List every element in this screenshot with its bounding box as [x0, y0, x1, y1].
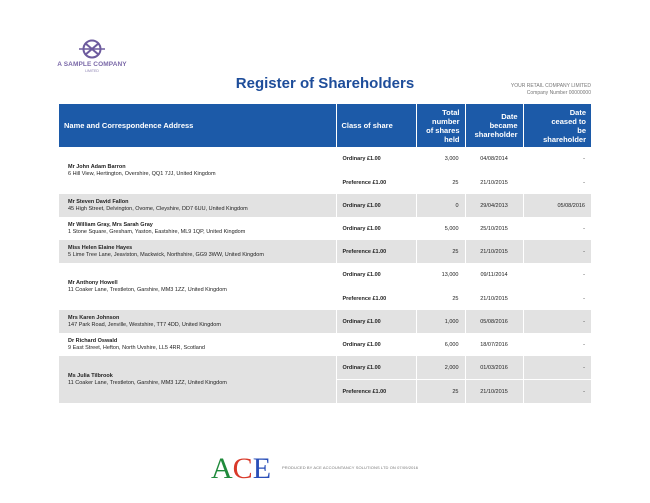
date-ceased-cell: - — [523, 356, 591, 380]
header-line: became — [489, 121, 518, 130]
table-row — [59, 194, 591, 217]
date-became-cell: 09/11/2014 — [465, 263, 523, 287]
shares-held-cell: 25 — [416, 171, 465, 195]
shareholder-name-address-cell — [59, 263, 336, 310]
shares-held-cell: 25 — [416, 380, 465, 404]
table-row — [59, 263, 591, 287]
ace-logo-letter: E — [252, 452, 272, 485]
shares-held-cell: 0 — [416, 194, 465, 217]
shareholder-name: Mr Steven David Fallon — [68, 199, 129, 205]
table-row — [59, 217, 591, 240]
logo-company-name: A SAMPLE COMPANY — [57, 61, 127, 68]
table-row — [59, 240, 591, 263]
share-class-cell: Ordinary £1.00 — [336, 310, 416, 333]
shares-held-cell: 25 — [416, 287, 465, 311]
header-class-of-share: Class of share — [336, 104, 416, 147]
shareholder-address: 5 Lime Tree Lane, Jeaviston, Mackwick, Northshire, GG9 3WW, United Kingdom — [68, 252, 264, 258]
shares-held-cell: 1,000 — [416, 310, 465, 333]
shareholder-name: Mrs Karen Johnson — [68, 315, 120, 321]
header-line: shareholder — [543, 134, 586, 144]
header-date-became — [465, 104, 523, 147]
share-class-cell: Ordinary £1.00 — [336, 217, 416, 240]
header-line: held — [444, 134, 460, 144]
share-class-cell: Preference £1.00 — [336, 380, 416, 404]
date-became-cell: 21/10/2015 — [465, 380, 523, 404]
shareholder-name: Mr Anthony Howell — [68, 280, 118, 286]
shares-held-cell: 3,000 — [416, 147, 465, 171]
shareholder-name: Dr Richard Oswald — [68, 338, 118, 344]
shareholder-name: Mr John Adam Barron — [68, 164, 126, 170]
date-ceased-cell: - — [583, 341, 585, 348]
page-title: Register of Shareholders — [235, 75, 415, 92]
share-class-cell: Preference £1.00 — [336, 171, 416, 195]
header-total-shares — [416, 104, 465, 147]
header-line: ceased to — [551, 116, 586, 126]
ace-logo — [211, 452, 271, 486]
table-header-row — [59, 104, 591, 147]
ace-logo-letter: C — [232, 452, 253, 485]
shareholder-address: 9 East Street, Hefton, North Uvshire, LL5 4RR, Scotland — [68, 345, 205, 351]
shareholder-name-address-cell — [59, 356, 336, 403]
header-date-ceased — [523, 104, 591, 147]
date-became-cell: 01/03/2016 — [465, 356, 523, 380]
shareholder-address: 11 Coaker Lane, Trestleton, Garshire, MM3 1ZZ, United Kingdom — [68, 287, 227, 293]
date-became-cell: 05/08/2016 — [465, 310, 523, 333]
date-ceased-cell: - — [523, 240, 591, 263]
header-line: Total — [442, 107, 460, 117]
shareholder-address: 147 Park Road, Jenville, Westshire, TT7 4DD, United Kingdom — [68, 322, 221, 328]
header-line: Date — [569, 107, 586, 117]
share-class-cell: Ordinary £1.00 — [336, 263, 416, 287]
shareholder-address: 11 Coaker Lane, Trestleton, Garshire, MM3 1ZZ, United Kingdom — [68, 380, 227, 386]
shareholders-table-body — [59, 147, 591, 403]
company-number: Company Number 00000000 — [526, 89, 591, 96]
date-ceased-cell: 05/08/2016 — [523, 194, 591, 217]
shareholder-address: 1 Stone Square, Gresham, Yaston, Eastshire, ML9 1QP, United Kingdom — [68, 229, 246, 235]
company-logo — [56, 38, 128, 73]
date-became-cell: 21/10/2015 — [465, 171, 523, 195]
date-became-cell: 29/04/2013 — [465, 194, 523, 217]
date-became-cell: 21/10/2015 — [465, 240, 523, 263]
header-line: of shares — [426, 125, 460, 135]
share-class-cell: Preference £1.00 — [336, 287, 416, 311]
shareholder-address: 45 High Street, Delvington, Ovome, Cleyshire, DD7 6UU, United Kingdom — [68, 206, 248, 212]
shareholder-name-address-cell — [59, 147, 336, 194]
date-ceased-cell: - — [523, 380, 591, 404]
shareholder-name-address-cell — [59, 333, 336, 356]
date-became-cell: 04/08/2014 — [465, 147, 523, 171]
anchor-icon — [77, 38, 107, 60]
company-name: YOUR RETAIL COMPANY LIMITED — [510, 83, 591, 89]
date-ceased-cell: - — [583, 271, 585, 278]
share-class-cell: Preference £1.00 — [336, 240, 416, 263]
shareholder-name-address-cell — [59, 217, 336, 240]
date-became-cell: 21/10/2015 — [465, 287, 523, 311]
date-ceased-cell: - — [523, 310, 591, 333]
shareholder-name: Ms Julia Tilbrook — [68, 373, 113, 379]
shareholder-address: 6 Hill View, Hertington, Overshire, QQ1 7JJ, United Kingdom — [68, 171, 216, 177]
date-became-cell: 18/07/2016 — [465, 333, 523, 356]
share-class-cell: Ordinary £1.00 — [336, 147, 416, 171]
shareholder-name-address-cell — [59, 310, 336, 333]
shareholders-table — [59, 104, 591, 403]
date-ceased-cell: - — [583, 225, 585, 232]
company-details — [511, 83, 591, 96]
header-line: shareholder — [474, 130, 518, 139]
share-class-cell: Ordinary £1.00 — [336, 333, 416, 356]
shareholder-name: Miss Helen Elaine Hayes — [68, 245, 133, 251]
footer-produced-by: PRODUCED BY ACE ACCOUNTANCY SOLUTIONS LTD ON 07/09/2016 — [282, 465, 419, 470]
table-row — [59, 356, 591, 380]
shares-held-cell: 13,000 — [416, 263, 465, 287]
header-name-address: Name and Correspondence Address — [59, 104, 336, 147]
date-ceased-cell: - — [523, 287, 591, 311]
header-line: Date — [501, 112, 518, 121]
share-class-cell: Ordinary £1.00 — [336, 356, 416, 380]
shareholder-name: Mr William Gray, Mrs Sarah Gray — [68, 222, 153, 228]
table-row — [59, 310, 591, 333]
shares-held-cell: 5,000 — [416, 217, 465, 240]
date-ceased-cell: - — [523, 171, 591, 195]
shareholder-name-address-cell — [59, 240, 336, 263]
header-line: number — [431, 116, 460, 126]
logo-company-suffix: LIMITED — [85, 69, 99, 73]
shares-held-cell: 25 — [416, 240, 465, 263]
header-line: be — [577, 125, 586, 135]
ace-logo-letter: A — [211, 452, 233, 485]
shareholder-name-address-cell — [59, 194, 336, 217]
date-ceased-cell: - — [583, 155, 585, 162]
table-row — [59, 147, 591, 171]
shares-held-cell: 2,000 — [416, 356, 465, 380]
share-class-cell: Ordinary £1.00 — [336, 194, 416, 217]
date-became-cell: 25/10/2015 — [465, 217, 523, 240]
shares-held-cell: 6,000 — [416, 333, 465, 356]
table-row — [59, 333, 591, 356]
